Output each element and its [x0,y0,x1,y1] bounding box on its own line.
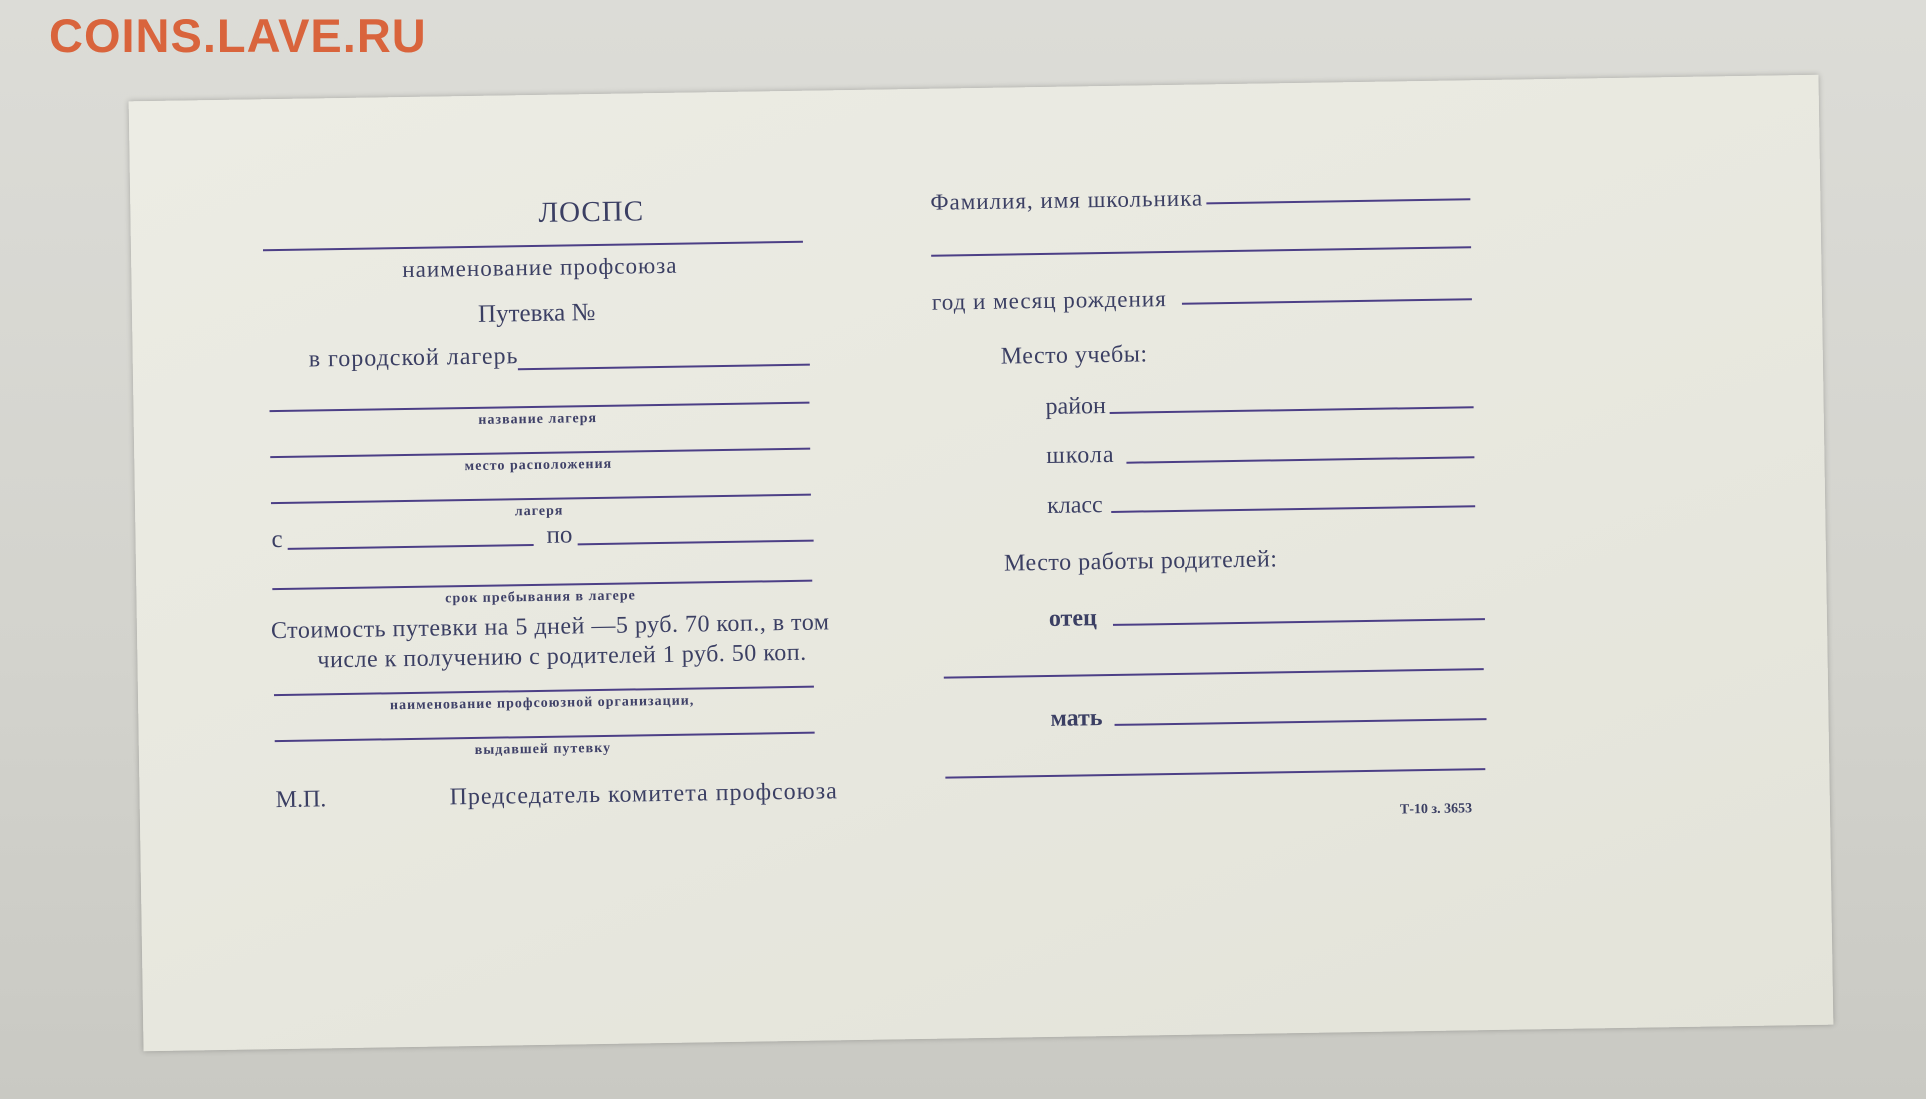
district-label: район [1045,393,1107,420]
birth-line [1182,298,1472,305]
father-line [1113,618,1485,626]
location-line-1 [270,448,810,458]
from-label: с [271,525,283,554]
parents-work-heading: Место работы родителей: [1003,546,1278,577]
organization-caption-2: выдавшей путевку [474,740,612,758]
from-date-line [288,544,534,550]
watermark-text: COINS.LAVE.RU [49,9,427,62]
voucher-form [129,75,1834,1051]
pupil-name-line [1206,198,1470,204]
stay-line [272,580,812,590]
location-caption: место расположения [464,456,613,475]
union-line [263,241,803,251]
city-camp-label: в городской лагерь [308,343,519,373]
location-caption-2: лагеря [514,503,564,520]
union-caption: наименование профсоюза [402,252,678,283]
print-code: Т-10 з. 3653 [1399,801,1473,818]
school-line [1126,456,1474,463]
father-label: отец [1048,605,1098,632]
stay-caption: срок пребывания в лагере [445,588,636,607]
camp-name-caption: название лагеря [478,411,598,428]
location-line-2 [271,494,811,504]
organization-caption: наименование профсоюзной организации, [389,693,695,714]
mother-label: мать [1050,705,1103,732]
voucher-number-label: Путевка № [477,299,596,328]
father-line-2 [944,668,1484,678]
to-label: по [546,521,573,549]
grade-label: класс [1046,492,1103,519]
chairman-signature-label: Председатель комитета профсоюза [449,778,838,811]
grade-line [1111,505,1475,513]
camp-name-line [270,402,810,412]
pupil-name-label: Фамилия, имя школьника [930,185,1204,215]
cost-line-2: числе к получению с родителей 1 руб. 50 коп. [317,639,807,674]
mother-line [1115,718,1487,726]
study-place-heading: Место учебы: [1000,341,1148,370]
mother-line-2 [945,768,1485,778]
city-camp-line [518,364,810,371]
birth-label: год и месяц рождения [931,286,1167,315]
stamp-place-label: М.П. [275,786,327,814]
to-date-line [578,540,814,546]
pupil-name-line-2 [931,246,1471,256]
district-line [1110,406,1474,414]
org-abbreviation: ЛОСПС [538,195,645,229]
school-label: школа [1046,441,1115,469]
organization-line-1 [274,686,814,696]
organization-line-2 [275,732,815,742]
cost-line-1: Стоимость путевки на 5 дней —5 руб. 70 коп., в том [270,609,830,645]
